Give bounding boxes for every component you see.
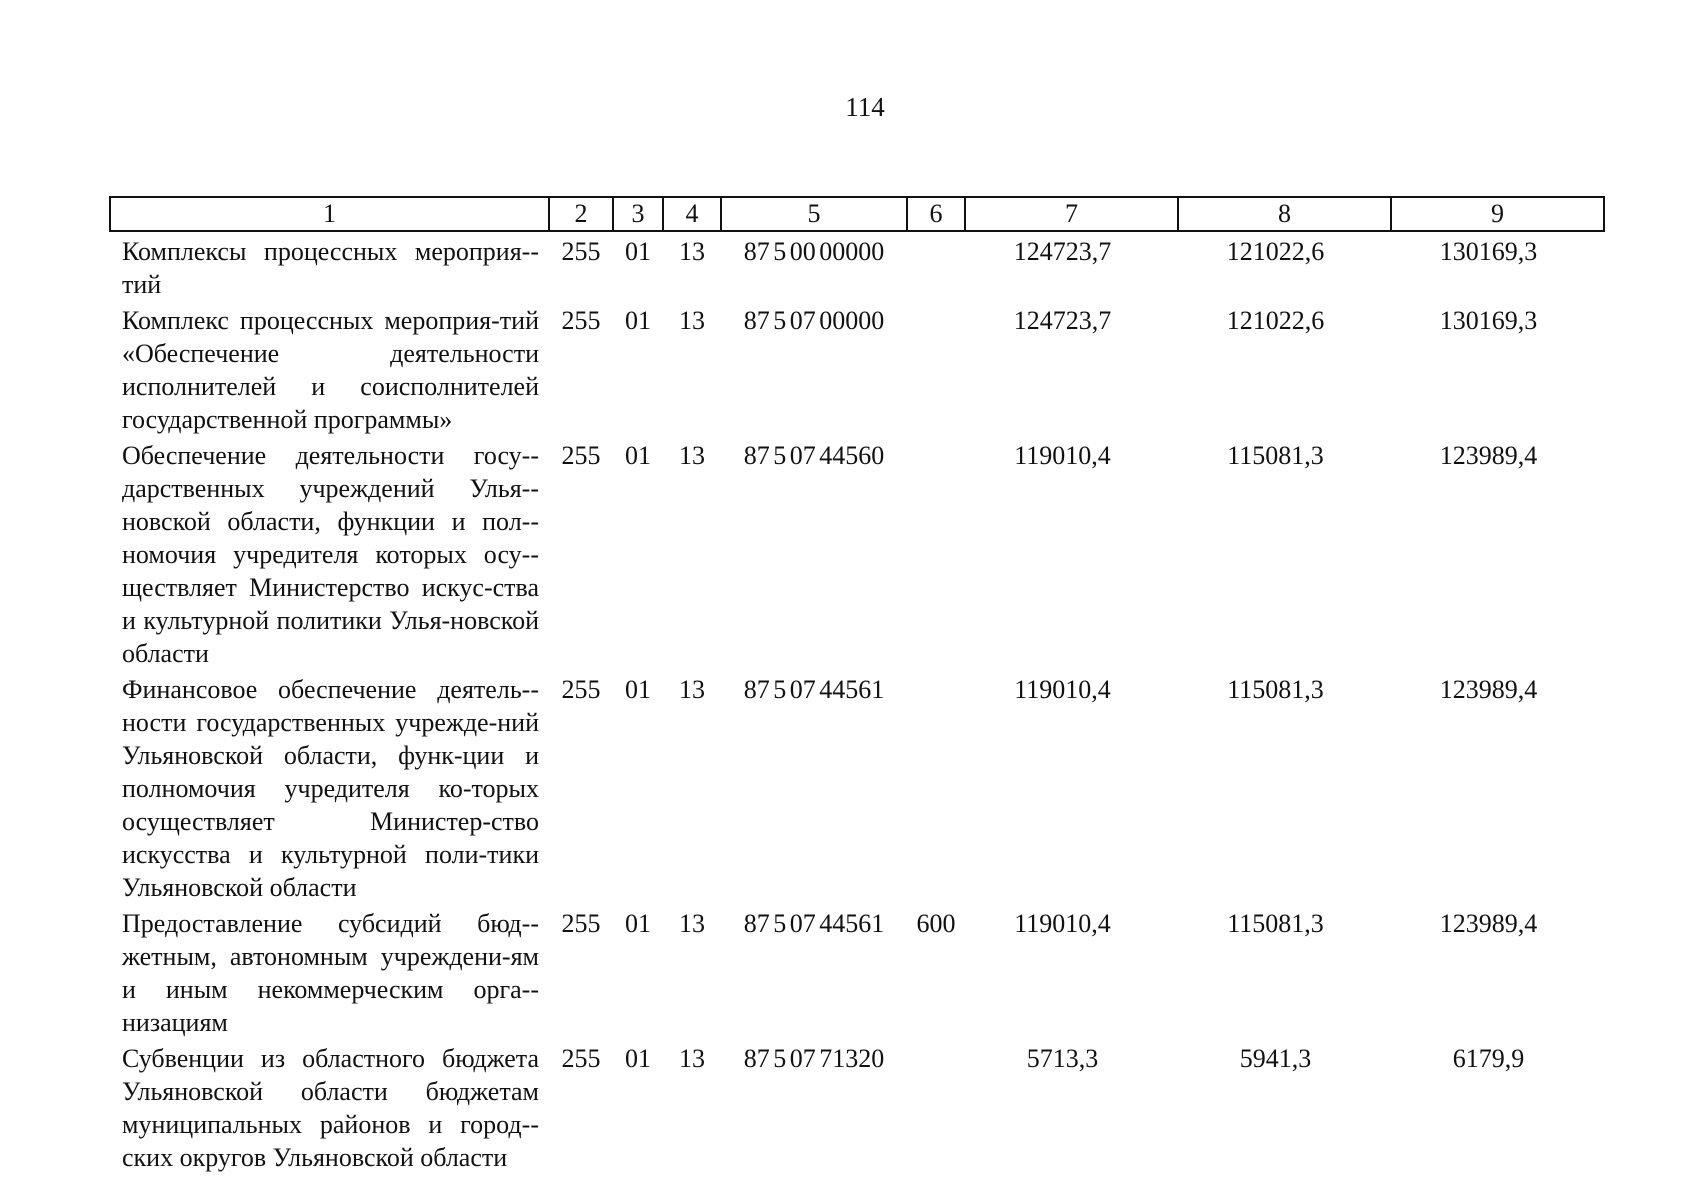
cell-expense-type: 600	[916, 909, 956, 938]
column-header-3: 3	[613, 197, 663, 231]
cell-subsection-code: 13	[679, 1044, 705, 1073]
column-header-5: 5	[721, 197, 907, 231]
cell-target-code: 87 5 00 00000	[743, 237, 885, 266]
cell-ministry-code: 255	[561, 306, 601, 335]
cell-expense-type	[907, 670, 965, 904]
cell-target-code: 87 5 07 44561	[743, 675, 885, 704]
column-header-8: 8	[1178, 197, 1391, 231]
cell-target-code: 87 5 07 00000	[743, 306, 885, 335]
cell-expense-type	[907, 436, 965, 670]
row-name: Комплекс процессных мероприя-тий «Обеспечение деятельности исполнителей и соисполнителей государственной программы»	[122, 306, 539, 434]
cell-target-code: 87 5 07 44560	[743, 441, 885, 470]
cell-amount-9: 123989,4	[1439, 675, 1538, 704]
cell-expense-type	[907, 231, 965, 301]
column-header-6: 6	[907, 197, 965, 231]
cell-amount-9: 6179,9	[1452, 1044, 1525, 1073]
cell-amount-7: 119010,4	[1014, 675, 1111, 704]
cell-amount-7: 5713,3	[1026, 1044, 1099, 1073]
cell-subsection-code: 13	[679, 237, 705, 266]
cell-amount-8: 115081,3	[1227, 909, 1324, 938]
table-row	[110, 301, 1604, 436]
table-row	[110, 904, 1604, 1039]
cell-amount-8: 5941,3	[1239, 1044, 1312, 1073]
cell-section-code: 01	[625, 909, 651, 938]
table-row	[110, 231, 1604, 301]
cell-subsection-code: 13	[679, 306, 705, 335]
cell-amount-8: 115081,3	[1227, 441, 1324, 470]
row-name: Субвенции из областного бюджета Ульяновской области бюджетам муниципальных районов и город-ских округов Ульяновской области	[122, 1044, 539, 1172]
cell-amount-7: 119010,4	[1014, 909, 1111, 938]
cell-subsection-code: 13	[679, 441, 705, 470]
header-row	[110, 197, 1604, 231]
row-name: Комплексы процессных мероприя-тий	[122, 237, 539, 299]
cell-amount-7: 119010,4	[1014, 441, 1111, 470]
cell-ministry-code: 255	[561, 1044, 601, 1073]
cell-amount-8: 121022,6	[1226, 237, 1325, 266]
budget-table	[109, 196, 1605, 1174]
cell-amount-7: 124723,7	[1013, 237, 1112, 266]
cell-subsection-code: 13	[679, 909, 705, 938]
table-row	[110, 1039, 1604, 1174]
table-row	[110, 436, 1604, 670]
cell-amount-9: 130169,3	[1439, 237, 1538, 266]
row-name: Предоставление субсидий бюд-жетным, автономным учреждени-ям и иным некоммерческим орга-низациям	[122, 909, 539, 1037]
cell-expense-type	[907, 301, 965, 436]
cell-section-code: 01	[625, 306, 651, 335]
cell-ministry-code: 255	[561, 237, 601, 266]
cell-amount-9: 130169,3	[1439, 306, 1538, 335]
cell-amount-9: 123989,4	[1439, 441, 1538, 470]
row-name: Финансовое обеспечение деятель-ности государственных учрежде-ний Ульяновской области, функ-ции и полномочия учредителя ко-торых осуществляет Министер-ство искусства и культурной поли-тики Ульяновской области	[122, 675, 539, 902]
cell-expense-type	[907, 1039, 965, 1174]
column-header-7: 7	[965, 197, 1178, 231]
cell-subsection-code: 13	[679, 675, 705, 704]
page-number: 114	[845, 92, 885, 122]
table-body	[110, 231, 1604, 1174]
cell-amount-8: 115081,3	[1227, 675, 1324, 704]
cell-target-code: 87 5 07 44561	[743, 909, 885, 938]
cell-ministry-code: 255	[561, 441, 601, 470]
cell-amount-8: 121022,6	[1226, 306, 1325, 335]
table-header	[110, 197, 1604, 231]
column-header-4: 4	[663, 197, 721, 231]
table-row	[110, 670, 1604, 904]
cell-amount-7: 124723,7	[1013, 306, 1112, 335]
cell-section-code: 01	[625, 1044, 651, 1073]
column-header-9: 9	[1391, 197, 1604, 231]
cell-amount-9: 123989,4	[1439, 909, 1538, 938]
cell-target-code: 87 5 07 71320	[743, 1044, 885, 1073]
cell-section-code: 01	[625, 237, 651, 266]
cell-section-code: 01	[625, 675, 651, 704]
column-header-1: 1	[110, 197, 549, 231]
column-header-2: 2	[549, 197, 613, 231]
cell-ministry-code: 255	[561, 909, 601, 938]
row-name: Обеспечение деятельности госу-дарственных учреждений Улья-новской области, функции и пол-номочия учредителя которых осу-ществляет Министерство искус-ства и культурной политики Улья-новской области	[122, 441, 539, 668]
cell-section-code: 01	[625, 441, 651, 470]
cell-ministry-code: 255	[561, 675, 601, 704]
